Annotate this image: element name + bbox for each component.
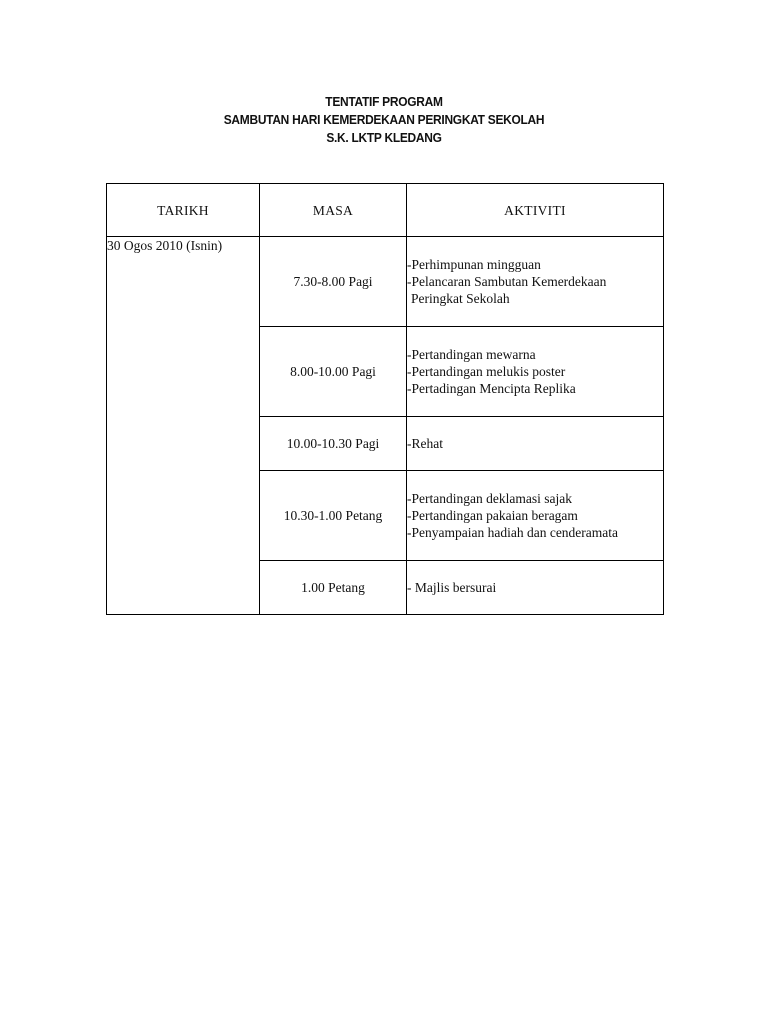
activity-line: -Penyampaian hadiah dan cenderamata (407, 525, 619, 540)
time-cell: 8.00-10.00 Pagi (260, 327, 407, 417)
activity-cell (407, 237, 664, 327)
header-masa: MASA (260, 184, 407, 237)
activity-line: -Pertadingan Mencipta Replika (407, 381, 576, 396)
activity-line: -Perhimpunan mingguan (407, 257, 541, 272)
header-aktiviti: AKTIVITI (407, 184, 664, 237)
activity-line: -Rehat (407, 436, 443, 451)
activity-line: Peringkat Sekolah (411, 291, 510, 306)
program-table (106, 183, 664, 615)
activity-cell (407, 471, 664, 561)
activity-line: -Pertandingan melukis poster (407, 364, 566, 379)
activity-cell (407, 417, 664, 471)
time-cell: 10.30-1.00 Petang (260, 471, 407, 561)
table-header-row (107, 184, 664, 237)
title-line-1: TENTATIF PROGRAM (325, 94, 443, 109)
header-tarikh: TARIKH (107, 184, 260, 237)
time-cell: 1.00 Petang (260, 561, 407, 615)
activity-cell (407, 327, 664, 417)
title-line-2: SAMBUTAN HARI KEMERDEKAAN PERINGKAT SEKOLAH (223, 112, 545, 127)
table-row (107, 237, 664, 327)
time-cell: 7.30-8.00 Pagi (260, 237, 407, 327)
time-cell: 10.00-10.30 Pagi (260, 417, 407, 471)
activity-line: -Pertandingan mewarna (407, 347, 536, 362)
title-line-3: S.K. LKTP KLEDANG (326, 130, 442, 145)
activity-line: -Pelancaran Sambutan Kemerdekaan (407, 274, 607, 289)
activity-cell (407, 561, 664, 615)
document-heading (31, 93, 738, 147)
date-cell: 30 Ogos 2010 (Isnin) (107, 237, 260, 615)
activity-line: - Majlis bersurai (407, 580, 497, 595)
activity-line: -Pertandingan pakaian beragam (407, 508, 578, 523)
activity-line: -Pertandingan deklamasi sajak (407, 491, 572, 506)
